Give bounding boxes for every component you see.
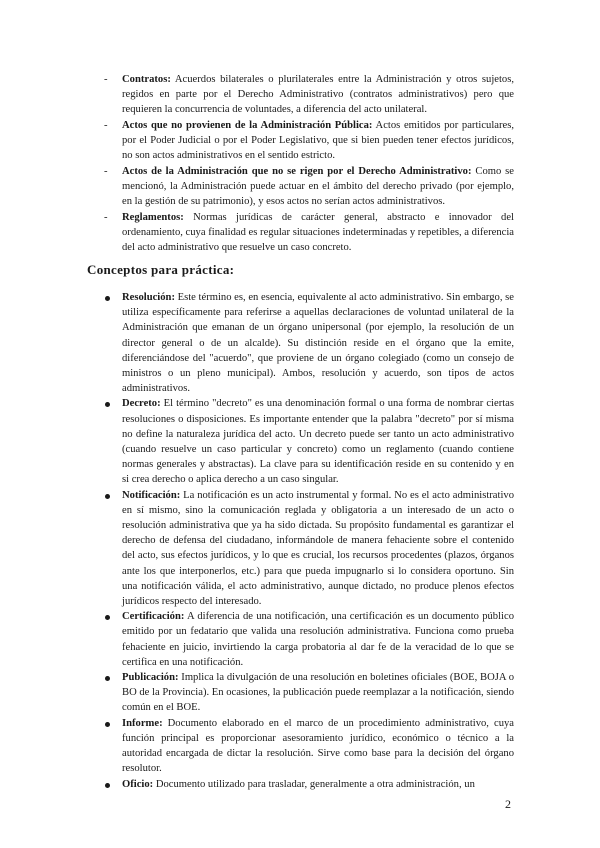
item-text: Como se mencionó, la Administración puede actuar en el ámbito del derecho privado (por ejemplo, en la gestión de su patrimonio), y esos actos no serían actos administrativos. (122, 166, 514, 207)
item-term: Actos de la Administración que no se rigen por el Derecho Administrativo: (122, 166, 472, 177)
list-item (103, 716, 514, 777)
item-text: Documento utilizado para trasladar, generalmente a otra administración, un (153, 778, 475, 790)
list-item (100, 210, 514, 255)
item-term: Resolución: (122, 292, 175, 303)
list-item (100, 164, 514, 209)
dash-marker: - (104, 166, 108, 177)
item-term: Decreto: (122, 398, 161, 410)
dash-marker: - (104, 120, 108, 131)
item-text: A diferencia de una notificación, una certificación es un documento público emitido por un fedatario que valida una resolución administrativa. Funciona como prueba fehaciente en juicio, invirtiendo la carga probatoria al dar fe de la veracidad de lo que se certifica en una notificación. (122, 611, 514, 668)
list-item (100, 72, 514, 117)
item-term: Reglamentos: (122, 212, 184, 223)
item-term: Oficio: (122, 778, 154, 790)
item-term: Notificación: (122, 489, 181, 501)
item-term: Contratos: (122, 74, 171, 85)
item-text: Normas jurídicas de carácter general, abstracto e innovador del ordenamiento, cuya finalidad es regular situaciones indeterminadas y repetibles, a diferencia del acto administrativo que resuelve un caso concreto. (122, 212, 514, 253)
item-text: Implica la divulgación de una resolución en boletines oficiales (BOE, BOJA o BO de la Provincia). En ocasiones, la publicación puede reemplazar a la notificación, siendo común en el BOE. (122, 672, 514, 714)
item-text: Este término es, en esencia, equivalente al acto administrativo. Sin embargo, se utiliza específicamente para referirse a aquellas declaraciones de voluntad unilateral de la Administración que emanan de un órgano unipersonal (por ejemplo, la resolución de un director general o de un alcalde). Su distinción reside en el órgano que la emite, diferenciándose del "acuerdo", que proviene de un órgano colegiado (como un consejo de ministros o un pleno municipal). Ambos, resolución y acuerdo, son tipos de actos administrativos. (122, 292, 514, 395)
list-item (103, 609, 514, 670)
bullet-icon (105, 783, 110, 788)
list-item (103, 290, 514, 396)
bullet-icon (105, 494, 110, 499)
bullet-icon (105, 722, 110, 727)
item-text: El término "decreto" es una denominación formal o una forma de nombrar ciertas resoluciones o disposiciones. Es importante entender que la palabra "decreto" por sí misma no define la naturaleza jurídica del acto. Un decreto puede ser tanto un acto administrativo (cuando resuelve un caso particular y concreto) como un reglamento (cuando contiene normas generales y abstractas). La clave para su identificación reside en su contenido y en si crea derecho o aplica derecho a un caso singular. (122, 398, 514, 486)
exclusions-list (100, 72, 514, 256)
list-item (100, 118, 514, 163)
item-text: Actos emitidos por particulares, por el Poder Judicial o por el Poder Legislativo, que si bien pueden tener efectos jurídicos, no son actos administrativos en el sentido estricto. (122, 120, 514, 161)
bullet-icon (105, 402, 110, 407)
list-item (103, 396, 514, 487)
item-term: Informe: (122, 717, 163, 729)
bullet-icon (105, 676, 110, 681)
bullet-icon (105, 296, 110, 301)
item-text: Documento elaborado en el marco de un procedimiento administrativo, cuya función principal es proporcionar asesoramiento jurídico, económico o técnico a la autoridad encargada de dictar la resolución. Sirve como base para la decisión del órgano resolutor. (122, 717, 514, 775)
concepts-list (103, 290, 514, 792)
dash-marker: - (104, 74, 108, 85)
section-heading: Conceptos para práctica: (87, 262, 235, 277)
list-item (103, 777, 514, 792)
item-term: Actos que no provienen de la Administración Pública: (122, 120, 373, 131)
item-term: Certificación: (122, 611, 185, 623)
item-term: Publicación: (122, 672, 179, 684)
list-item (103, 488, 514, 610)
list-item (103, 670, 514, 716)
item-text: La notificación es un acto instrumental y formal. No es el acto administrativo en sí mismo, sino la comunicación reglada y obligatoria a un interesado de un acto o resolución administrativa que ya ha sido dictada. Su propósito fundamental es garantizar el derecho de defensa del ciudadano, informándole de manera fehaciente sobre el contenido del acto, sus efectos jurídicos, y lo que es crucial, los recursos procedentes (plazos, órganos ante los que interponerlos, etc.) para que pueda impugnarlo si lo considera oportuno. Sin una notificación válida, el acto administrativo, aunque dictado, no produce plenos efectos jurídicos respecto del interesado. (122, 489, 514, 608)
item-text: Acuerdos bilaterales o plurilaterales entre la Administración y otros sujetos, regidos en parte por el Derecho Administrativo (contratos administrativos) pero que requieren la concurrencia de voluntades, a diferencia del acto unilateral. (122, 74, 514, 115)
dash-marker: - (104, 212, 108, 223)
page-number: 2 (505, 797, 511, 811)
bullet-icon (105, 615, 110, 620)
